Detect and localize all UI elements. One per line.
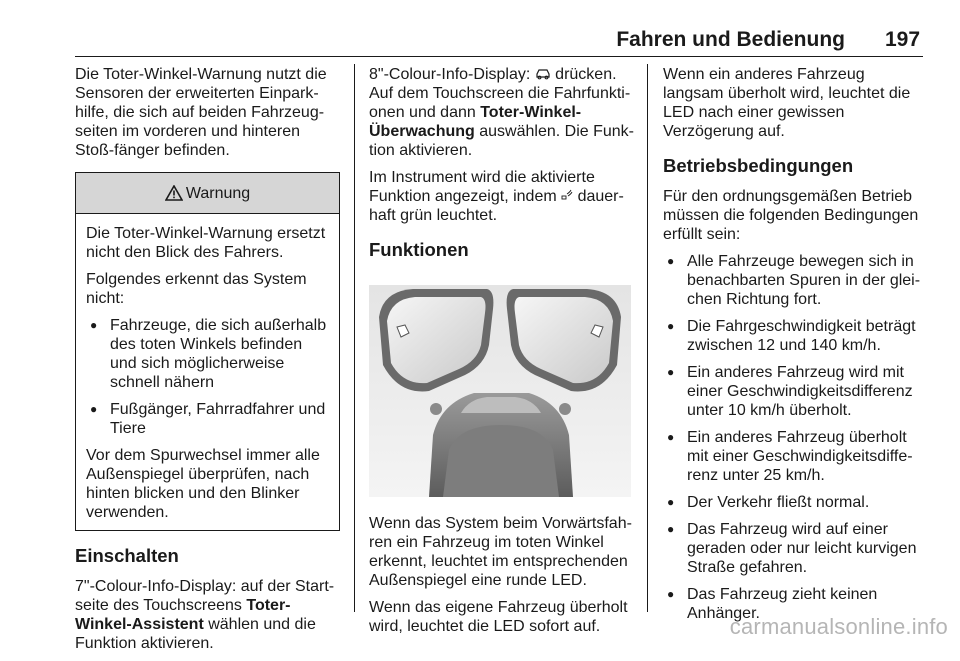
warning-box xyxy=(75,172,340,531)
list-item: ● Fußgänger, Fahrradfahrer und Tiere xyxy=(86,400,329,438)
list-item: ● Alle Fahrzeuge bewegen sich in benachbarten Spuren in der glei-chen Richtung fort. xyxy=(663,252,928,309)
warning-paragraph: Vor dem Spurwechsel immer alle Außenspiegel überprüfen, nach hinten blicken und den Blinker verwenden. xyxy=(86,447,320,521)
warning-body xyxy=(76,214,339,530)
warning-title: Warnung xyxy=(185,184,251,202)
paragraph: Wenn das System beim Vorwärtsfah-ren ein Fahrzeug im toten Winkel erkennt, leuchtet im entsprechenden Außenspiegel eine runde LED. xyxy=(369,515,632,589)
text-run: auswählen. Die Funk-tion aktivieren. xyxy=(369,123,634,159)
column-divider xyxy=(647,64,648,612)
watermark: carmanualsonline.info xyxy=(729,614,948,639)
warning-header xyxy=(76,173,339,214)
list-item: ● Fahrzeuge, die sich außerhalb des toten Winkels befinden und sich möglicherweise schnell nähern xyxy=(86,316,329,392)
blind-spot-indicator-icon xyxy=(561,189,573,201)
column-middle xyxy=(369,65,634,644)
section-heading-einschalten: Einschalten xyxy=(75,545,179,566)
list-item: ● Das Fahrzeug wird auf einer geraden oder nur leicht kurvigen Straße gefahren. xyxy=(663,520,928,577)
section-heading-betriebsbedingungen: Betriebsbedingungen xyxy=(663,155,854,176)
list-item: ● Die Fahrgeschwindigkeit beträgt zwischen 12 und 140 km/h. xyxy=(663,317,928,355)
list-item: ● Das Fahrzeug zieht keinen Anhänger. xyxy=(663,585,928,623)
intro-paragraph: Die Toter-Winkel-Warnung nutzt die Sensoren der erweiterten Einpark-hilfe, die sich auf beiden Fahrzeug-seiten im vorderen und hinteren Stoß-fänger befinden. xyxy=(75,66,327,159)
paragraph: Wenn ein anderes Fahrzeug langsam überholt wird, leuchtet die LED nach einer gewissen Verzögerung auf. xyxy=(663,66,911,140)
paragraph: Für den ordnungsgemäßen Betrieb müssen die folgenden Bedingungen erfüllt sein: xyxy=(663,188,919,243)
text-run: 7"-Colour-Info-Display: auf der Start-seite des Touchscreens xyxy=(75,578,335,614)
car-settings-icon xyxy=(535,68,551,80)
text-run: 8"-Colour-Info-Display: xyxy=(369,66,535,83)
warning-paragraph: Folgendes erkennt das System nicht: xyxy=(86,271,307,307)
section-heading-funktionen: Funktionen xyxy=(369,239,469,260)
warning-paragraph: Die Toter-Winkel-Warnung ersetzt nicht den Blick des Fahrers. xyxy=(86,225,326,261)
text-run: wählen und die Funktion aktivieren. xyxy=(75,616,316,652)
list-item: ● Ein anderes Fahrzeug wird mit einer Geschwindigkeitsdifferenz unter 10 km/h überholt. xyxy=(663,363,928,420)
column-right xyxy=(663,65,928,631)
column-divider xyxy=(354,64,355,612)
text-run: dauer-haft grün leuchtet. xyxy=(369,188,624,224)
header-rule xyxy=(75,56,923,57)
paragraph: Wenn das eigene Fahrzeug überholt wird, leuchtet die LED sofort auf. xyxy=(369,599,628,635)
list-item: ● Ein anderes Fahrzeug überholt mit einer Geschwindigkeitsdiffe-renz unter 25 km/h. xyxy=(663,428,928,485)
conditions-list xyxy=(663,252,928,623)
warning-list xyxy=(86,316,329,438)
list-item: ● Der Verkehr fließt normal. xyxy=(663,493,928,512)
text-run: drücken. Auf dem Touchscreen die Fahrfunkti-onen und dann xyxy=(369,66,631,121)
side-mirrors-illustration xyxy=(369,285,631,497)
warning-triangle-icon xyxy=(165,185,183,201)
text-run: Im Instrument wird die aktivierte Funktion angezeigt, indem xyxy=(369,169,595,205)
paragraph xyxy=(369,65,634,160)
column-left xyxy=(75,65,340,661)
bold-term: Toter-Winkel-Assistent xyxy=(75,597,291,633)
paragraph xyxy=(369,168,634,225)
page-number: 197 xyxy=(885,28,921,51)
page-title: Fahren und Bedienung xyxy=(616,28,845,51)
bold-term: Toter-Winkel-Überwachung xyxy=(369,104,582,140)
